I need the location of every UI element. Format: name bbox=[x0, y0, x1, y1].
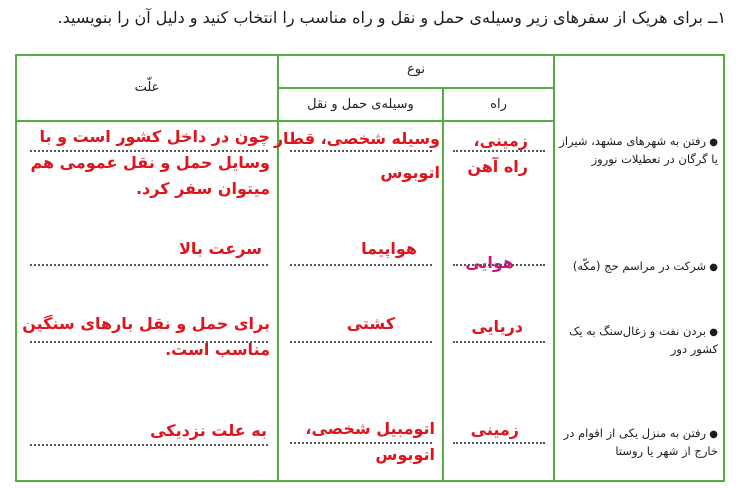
answer-line bbox=[290, 442, 432, 444]
route-line: زمینی، bbox=[473, 131, 528, 150]
answer-line bbox=[290, 264, 432, 266]
reason-line: میتوان سفر کرد. bbox=[135, 179, 270, 198]
header-reason: علّت bbox=[134, 80, 160, 95]
route-answer bbox=[471, 314, 523, 340]
bullet-icon: ● bbox=[706, 262, 718, 273]
header-route: راه bbox=[490, 97, 507, 112]
answer-line bbox=[30, 264, 268, 266]
trip-text: رفتن به شهرهای مشهد، شیراز یا گرگان در تعطیلات نوروز bbox=[559, 134, 718, 166]
reason-answer bbox=[150, 418, 267, 444]
route-answer bbox=[471, 417, 519, 443]
answer-line bbox=[453, 264, 545, 266]
route-line: راه آهن bbox=[467, 157, 528, 176]
trip-cell bbox=[550, 258, 718, 276]
grid-line bbox=[442, 87, 444, 482]
trip-cell bbox=[550, 133, 718, 168]
answer-line bbox=[453, 442, 545, 444]
vehicle-answer bbox=[274, 126, 440, 186]
vehicle-line: هواپیما bbox=[361, 239, 417, 258]
answer-line bbox=[290, 150, 432, 152]
route-line: زمینی bbox=[470, 420, 519, 439]
grid-line bbox=[15, 120, 553, 122]
reason-line: وسایل حمل و نقل عمومی هم bbox=[30, 153, 270, 172]
reason-answer bbox=[22, 311, 270, 363]
grid-line bbox=[277, 54, 279, 482]
trip-text: رفتن به منزل یکی از اقوام در خارج از شهر یا روستا bbox=[563, 426, 718, 458]
route-answer bbox=[467, 128, 528, 180]
answer-line bbox=[30, 150, 268, 152]
trip-cell bbox=[550, 323, 718, 358]
reason-line: سرعت بالا bbox=[178, 239, 262, 258]
reason-line: برای حمل و نقل بارهای سنگین bbox=[22, 314, 270, 333]
route-line: دریایی bbox=[471, 317, 523, 336]
exercise-heading: ۱ــ برای هریک از سفرهای زیر وسیله‌ی حمل و نقل و راه مناسب را انتخاب کنید و دلیل آن را بنویسید. bbox=[57, 8, 726, 27]
vehicle-answer bbox=[347, 311, 395, 337]
answer-line bbox=[453, 150, 545, 152]
vehicle-line: وسیله شخصی، قطار bbox=[273, 129, 440, 148]
reason-line: به علت نزدیکی bbox=[150, 421, 267, 440]
bullet-icon: ● bbox=[706, 327, 718, 338]
route-line: هوایی bbox=[465, 253, 514, 272]
trip-cell bbox=[550, 425, 718, 460]
vehicle-line: اتومبیل شخصی، bbox=[305, 419, 435, 438]
vehicle-line: اتوبوس bbox=[380, 163, 440, 182]
reason-answer bbox=[179, 236, 262, 262]
vehicle-line: اتوبوس bbox=[375, 445, 435, 464]
vehicle-line: کشتی bbox=[346, 314, 395, 333]
vehicle-answer bbox=[361, 236, 417, 262]
reason-answer bbox=[30, 124, 270, 202]
route-answer bbox=[465, 250, 514, 276]
bullet-icon: ● bbox=[706, 429, 718, 440]
header-type: نوع bbox=[406, 62, 426, 77]
grid-line bbox=[277, 87, 553, 89]
trip-text: بردن نفت و زغال‌سنگ به یک کشور دور bbox=[569, 324, 718, 356]
answer-line bbox=[30, 444, 268, 446]
reason-line: چون در داخل کشور است و با bbox=[39, 127, 270, 146]
header-vehicle: وسیله‌ی حمل و نقل bbox=[307, 97, 414, 112]
answer-line bbox=[290, 341, 432, 343]
answer-line bbox=[30, 341, 268, 343]
answer-line bbox=[453, 341, 545, 343]
trip-text: شرکت در مراسم حج (مکّه) bbox=[572, 259, 707, 273]
bullet-icon: ● bbox=[706, 137, 718, 148]
reason-line: مناسب است. bbox=[165, 340, 270, 359]
